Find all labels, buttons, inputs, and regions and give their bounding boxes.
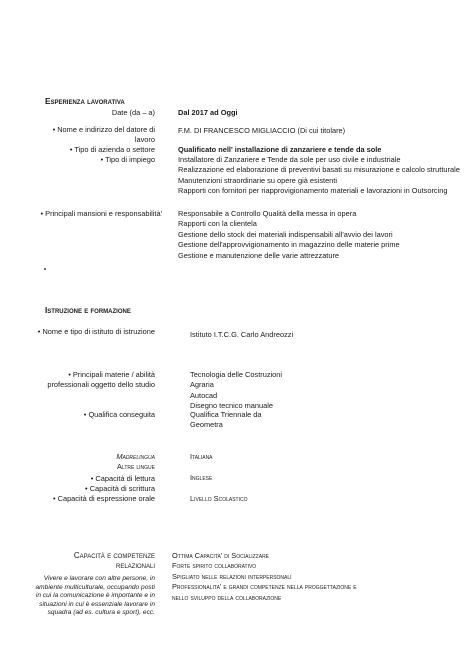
- job-type-label: • Tipo di impiego: [100, 155, 155, 164]
- section-heading-education: Istruzione e formazione: [45, 306, 131, 315]
- subject-line: Disegno tecnico manuale: [190, 401, 273, 411]
- qualification-label: • Qualifica conseguita: [83, 410, 155, 419]
- sector-value: Qualificato nell' installazione di zanzariere e tende da sole: [178, 145, 382, 154]
- relational-value-line: Forte spirito collaborativo: [172, 561, 257, 571]
- relational-values: [172, 551, 357, 603]
- job-type-line: Manutenzioni straordinarie su opere già esistenti: [178, 175, 337, 185]
- duties-line: Responsabile a Controllo Qualità della messa in opera: [178, 209, 357, 218]
- qualification-line: Qualifica Triennale da: [190, 410, 262, 419]
- mother-tongue-label: Madrelingua: [116, 452, 155, 461]
- other-language-value: Inglese: [190, 473, 213, 482]
- duties-list: [178, 209, 400, 261]
- duties-line: Gestione e manutenzione delle varie attrezzature: [178, 250, 340, 260]
- relational-title-line: relazionali: [115, 561, 155, 571]
- other-languages-label: Altre lingue: [116, 462, 155, 471]
- institute-value: Istituto I.T.C.G. Carlo Andreozzi: [190, 330, 294, 339]
- qualification-line: Geometra: [190, 420, 223, 430]
- reading-label: • Capacità di lettura: [90, 474, 155, 483]
- subject-line: Agraria: [190, 380, 214, 390]
- relational-description-line: situazioni in cui è essenziale lavorare in: [39, 600, 155, 608]
- qualification-value: [190, 410, 262, 431]
- relational-value-line: Ottima Capacita' di Socializzare: [172, 551, 270, 560]
- mother-tongue-value: Italiana: [190, 452, 213, 461]
- writing-label: • Capacità di scrittura: [85, 484, 155, 493]
- relational-value-line: Spigliato nelle relazioni interpersonali: [172, 571, 292, 581]
- relational-description-line: in cui la comunicazione è importante e in: [35, 592, 155, 600]
- relational-title: [74, 551, 155, 572]
- duties-line: Gestione dell'approvvigionamento in magazzino delle materie prime: [178, 240, 400, 250]
- language-level-value: Livello Scolastico: [190, 494, 248, 503]
- employer-value: F.M. DI FRANCESCO MIGLIACCIO (Di cui titolare): [178, 126, 346, 135]
- relational-description: [36, 575, 156, 618]
- job-type-line: Rapporti con fornitori per riapprovigionamento materiali e lavorazioni in Outsorcing: [178, 186, 448, 196]
- employer-label-line: • Nome e indirizzo del datore di: [52, 125, 155, 134]
- subjects-list: [190, 370, 282, 412]
- section-heading-experience: Esperienza lavorativa: [45, 97, 125, 106]
- job-type-list: [178, 155, 460, 197]
- duties-line: Rapporti con la clientela: [178, 219, 257, 229]
- job-type-line: Installatore di Zanzariere e Tende da sole per uso civile e industriale: [178, 155, 401, 164]
- duties-label: • Principali mansioni e responsabilità': [40, 209, 162, 218]
- institute-label: • Nome e tipo di istituto di istruzione: [37, 327, 155, 336]
- relational-description-line: Vivere e lavorare con altre persone, in: [43, 575, 155, 582]
- subjects-label-line: • Principali materie / abilità: [68, 370, 155, 379]
- duties-line: Gestione dello stock dei materiali indispensabili all'avvio dei lavori: [178, 229, 393, 239]
- job-type-line: Realizzazione ed elaborazione di preventivi basati su misurazione e calcolo strutturale: [178, 165, 460, 175]
- relational-title-line: Capacità e competenze: [73, 551, 155, 560]
- subjects-label: [47, 370, 155, 391]
- oral-label: • Capacità di espressione orale: [52, 494, 155, 503]
- subjects-label-line: professionali oggetto dello studio: [47, 380, 155, 390]
- subject-line: Tecnologia delle Costruzioni: [190, 370, 283, 379]
- subject-line: Autocad: [190, 390, 218, 400]
- relational-description-line: squadra (ad es. cultura e sport), ecc.: [47, 609, 155, 617]
- relational-value-line: nello sviluppo della collaborazione: [172, 592, 282, 602]
- date-label: Date (da – a): [111, 108, 155, 117]
- date-value: Dal 2017 ad Oggi: [178, 108, 238, 117]
- relational-value-line: Professionalita' e grandi competenze nella proggettazione e: [172, 582, 357, 592]
- employer-label: [53, 125, 155, 146]
- employer-label-line: lavoro: [134, 135, 155, 145]
- stray-dot: [44, 268, 46, 270]
- relational-description-line: ambiente multiculturale, occupando posti: [35, 583, 155, 591]
- sector-label: • Tipo di azienda o settore: [69, 145, 155, 154]
